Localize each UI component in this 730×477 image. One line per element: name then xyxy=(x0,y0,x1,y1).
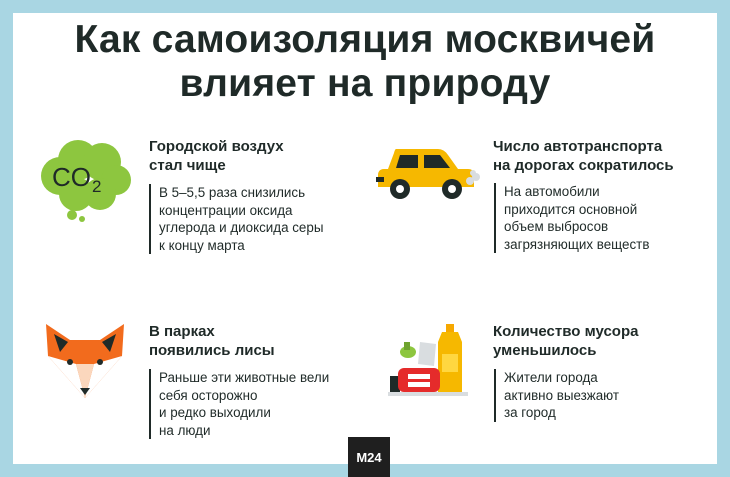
garbage-heading: Количество мусора уменьшилось xyxy=(493,323,639,359)
air-text: В 5–5,5 раза снизились концентрации оксида углерода и диоксида серы к концу марта xyxy=(149,184,323,254)
page-title xyxy=(0,18,730,106)
co2-label: CO xyxy=(52,162,91,192)
foxes-text: Раньше эти животные вели себя осторожно и редко выходили на люди xyxy=(149,369,329,439)
fox-icon xyxy=(40,322,130,398)
svg-text:2: 2 xyxy=(92,177,102,196)
garbage-text: Жители города активно выезжают за город xyxy=(494,369,619,422)
car-icon xyxy=(372,143,482,205)
garbage-icon xyxy=(384,318,470,400)
foxes-heading: В парках появились лисы xyxy=(149,323,275,359)
co2-cloud-icon xyxy=(38,138,132,222)
m24-logo: M24 xyxy=(348,437,390,477)
title-line-2: влияет на природу xyxy=(179,62,551,105)
air-heading: Городской воздух стал чище xyxy=(149,138,284,174)
traffic-heading: Число автотранспорта на дорогах сократилось xyxy=(493,138,674,174)
traffic-text: На автомобили приходится основной объем выбросов загрязняющих веществ xyxy=(494,183,649,253)
title-line-1: Как самоизоляция москвичей xyxy=(74,18,656,61)
